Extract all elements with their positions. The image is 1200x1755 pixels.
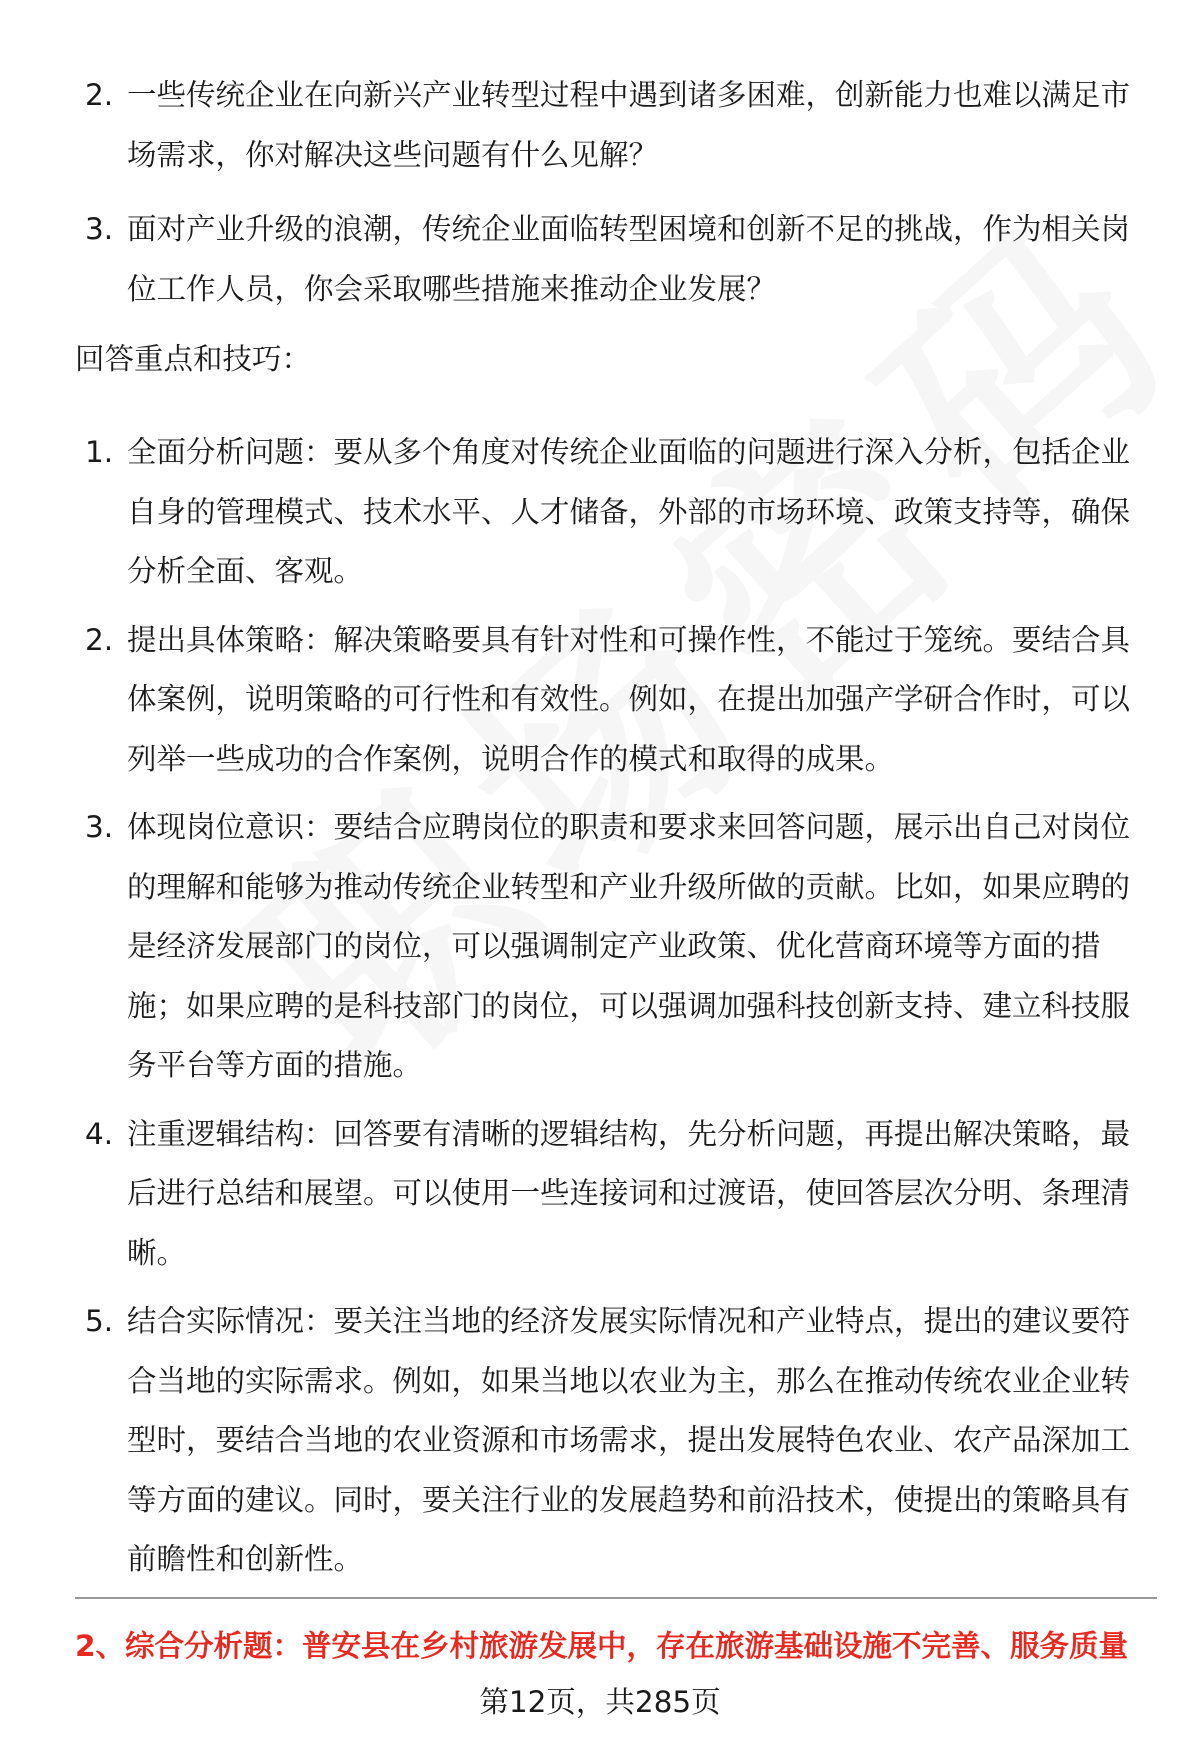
page-number: 第12页，共285页 xyxy=(479,1685,721,1719)
list-item-number: 1. xyxy=(85,435,114,469)
tips-list xyxy=(75,423,1145,1590)
list-item-number: 5. xyxy=(85,1304,114,1338)
list-item-number: 3. xyxy=(85,810,114,844)
list-item-text: 一些传统企业在向新兴产业转型过程中遇到诸多困难，创新能力也难以满足市场需求，你对解决这些问题有什么见解？ xyxy=(127,78,1131,172)
question-list xyxy=(75,66,1145,319)
list-item-number: 3. xyxy=(85,212,114,246)
answer-heading: 回答重点和技巧： xyxy=(75,342,312,376)
section-divider xyxy=(75,1597,1157,1599)
list-item-text: 结合实际情况：要关注当地的经济发展实际情况和产业特点，提出的建议要符合当地的实际需求。例如，如果当地以农业为主，那么在推动传统农业企业转型时，要结合当地的农业资源和市场需求，提出发展特色农业、农产品深加工等方面的建议。同时，要关注行业的发展趋势和前沿技术，使提出的策略具有前瞻性和创新性。 xyxy=(127,1304,1131,1576)
list-item-number: 2. xyxy=(85,78,114,112)
list-item xyxy=(75,798,1145,1096)
list-item-number: 4. xyxy=(85,1116,114,1151)
list-item xyxy=(75,1105,1145,1284)
list-item-text: 体现岗位意识：要结合应聘岗位的职责和要求来回答问题，展示出自己对岗位的理解和能够为推动传统企业转型和产业升级所做的贡献。比如，如果应聘的是经济发展部门的岗位，可以强调制定产业政策、优化营商环境等方面的措施；如果应聘的是科技部门的岗位，可以强调加强科技创新支持、建立科技服务平台等方面的措施。 xyxy=(127,810,1131,1082)
list-item xyxy=(75,1292,1145,1590)
list-item-text: 面对产业升级的浪潮，传统企业面临转型困境和创新不足的挑战，作为相关岗位工作人员，你会采取哪些措施来推动企业发展？ xyxy=(127,212,1131,306)
list-item xyxy=(75,66,1145,185)
list-item-text: 注重逻辑结构：回答要有清晰的逻辑结构，先分析问题，再提出解决策略，最后进行总结和展望。可以使用一些连接词和过渡语，使回答层次分明、条理清晰。 xyxy=(127,1116,1131,1270)
list-item xyxy=(75,611,1145,790)
list-item xyxy=(75,423,1145,602)
list-item-text: 全面分析问题：要从多个角度对传统企业面临的问题进行深入分析，包括企业自身的管理模式、技术水平、人才储备，外部的市场环境、政策支持等，确保分析全面、客观。 xyxy=(127,435,1131,588)
next-section-title: 2、综合分析题：普安县在乡村旅游发展中，存在旅游基础设施不完善、服务质量 xyxy=(75,1629,1129,1663)
list-item xyxy=(75,200,1145,319)
list-item-number: 2. xyxy=(85,622,114,657)
list-item-text: 提出具体策略：解决策略要具有针对性和可操作性，不能过于笼统。要结合具体案例，说明策略的可行性和有效性。例如，在提出加强产学研合作时，可以列举一些成功的合作案例，说明合作的模式和取得的成果。 xyxy=(127,622,1131,776)
